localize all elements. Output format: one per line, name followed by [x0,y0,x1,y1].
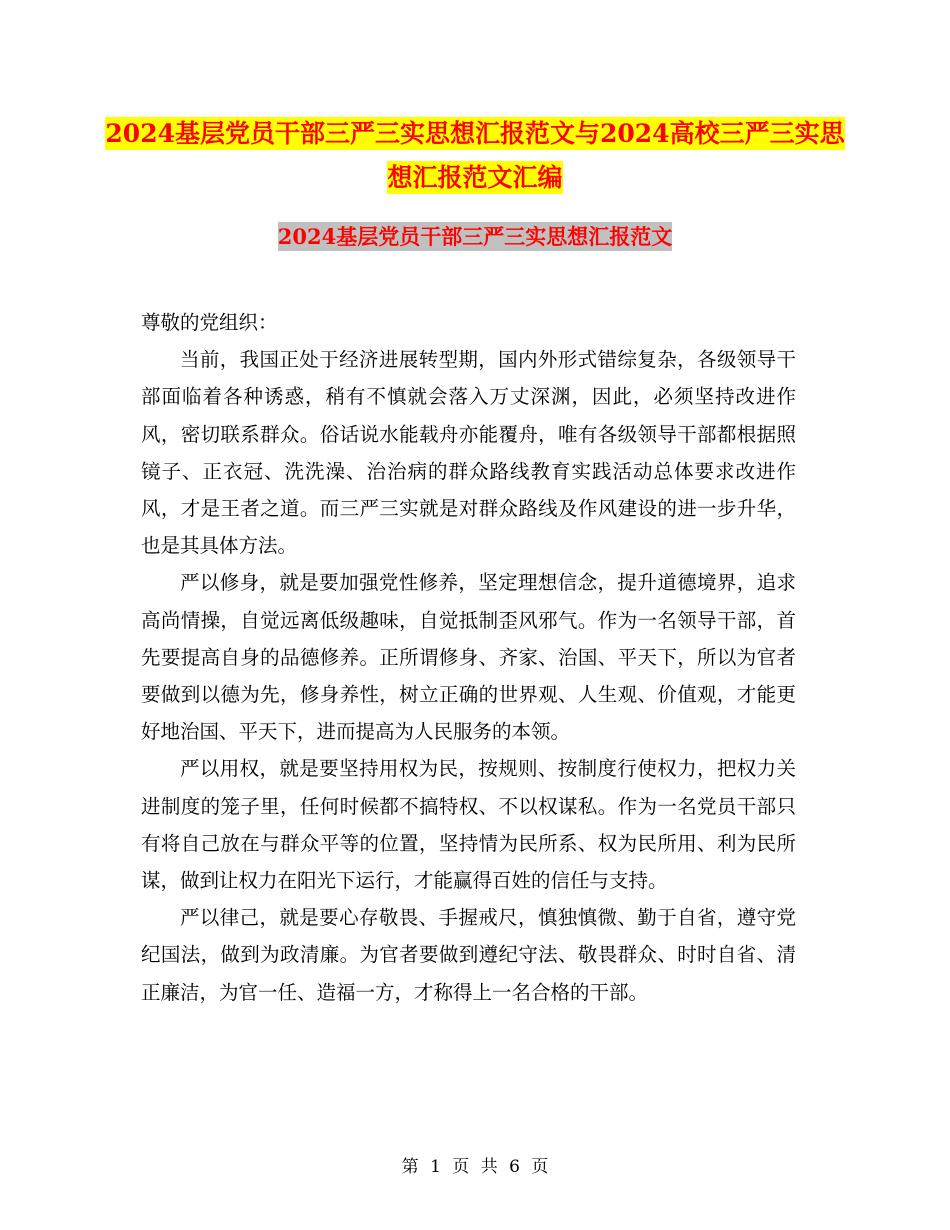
document-title-text: 2024基层党员干部三严三实思想汇报范文与2024高校三严三实思想汇报范文汇编 [105,119,845,192]
document-title [100,112,850,200]
section-title [100,222,850,252]
salutation: 尊敬的党组织： [141,311,278,334]
document-body [141,304,796,1011]
paragraph-intro: 当前，我国正处于经济进展转型期，国内外形式错综复杂，各级领导干部面临着各种诱惑，稍有不慎就会落入万丈深渊，因此，必须坚持改进作风，密切联系群众。俗话说水能载舟亦能覆舟，唯有各级领导干部都根据照镜子、正衣冠、洗洗澡、治治病的群众路线教育实践活动总体要求改进作风，才是王者之道。而三严三实就是对群众路线及作风建设的进一步升华，也是其具体方法。 [141,348,796,558]
section-title-text: 2024基层党员干部三严三实思想汇报范文 [277,224,673,249]
page-number-footer: 第 1 页 共 6 页 [401,1157,549,1177]
paragraph-use-of-power: 严以用权，就是要坚持用权为民，按规则、按制度行使权力，把权力关进制度的笼子里，任何时候都不搞特权、不以权谋私。作为一名党员干部只有将自己放在与群众平等的位置，坚持情为民所系、权为民所用、利为民所谋，做到让权力在阳光下运行，才能赢得百姓的信任与支持。 [141,757,796,893]
paragraph-self-discipline: 严以律己，就是要心存敬畏、手握戒尺，慎独慎微、勤于自省，遵守党纪国法，做到为政清廉。为官者要做到遵纪守法、敬畏群众、时时自省、清正廉洁，为官一任、造福一方，才称得上一名合格的干部。 [141,906,796,1004]
paragraph-self-cultivation: 严以修身，就是要加强党性修养，坚定理想信念，提升道德境界，追求高尚情操，自觉远离低级趣味，自觉抵制歪风邪气。作为一名领导干部，首先要提高自身的品德修养。正所谓修身、齐家、治国、平天下，所以为官者要做到以德为先，修身养性，树立正确的世界观、人生观、价值观，才能更好地治国、平天下，进而提高为人民服务的本领。 [141,571,796,744]
